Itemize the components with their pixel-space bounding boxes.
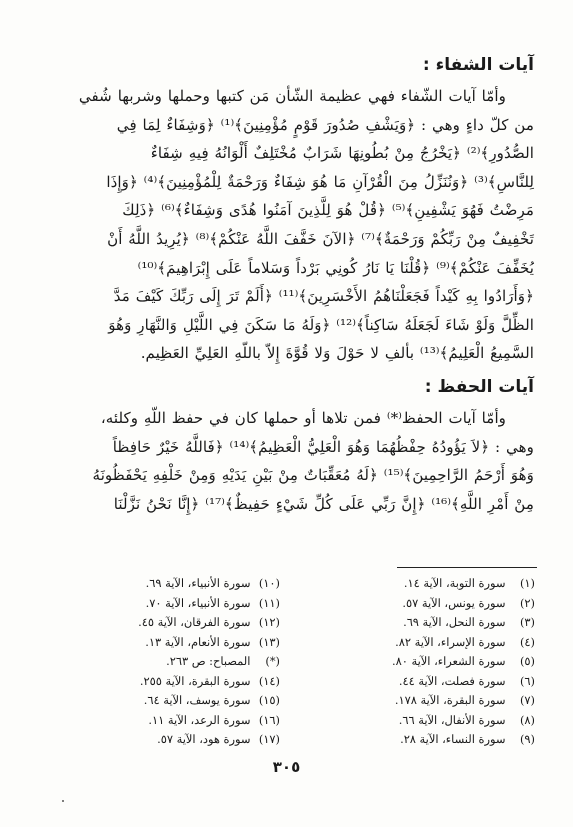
- footnote-number: (١٣): [258, 634, 280, 649]
- text-line: يُخَفِّفَ عَنْكُمْ﴾⁽⁹⁾ ﴿قُلْنَا يَا نَارُ كُونِي بَرْداً وَسَلاماً عَلَى إِبْرَاهِيمَ﴾⁽¹⁰⁾: [137, 258, 534, 277]
- text-line: الصُّدُورِ﴾⁽²⁾ ﴿يَخْرُجُ مِنْ بُطُونِهَا شَرَابٌ مُخْتَلِفٌ أَلْوَانُهُ فِيهِ شِفَاءٌ: [150, 144, 534, 163]
- footnote-item: [55, 652, 280, 672]
- footnote-item: [310, 594, 535, 614]
- text-line: الظِّلَّ وَلَوْ شَاءَ لَجَعَلَهُ سَاكِناً﴾⁽¹²⁾ ﴿وَلَهُ مَا سَكَنَ فِي اللَّيْلِ وَالنَّهَارِ وَهُوَ: [108, 315, 534, 334]
- footnote-text: سورة النحل، الآية ٦٩.: [403, 615, 506, 629]
- footnote-text: سورة هود، الآية ٥٧.: [157, 732, 251, 746]
- footnote-number: (٤): [519, 634, 535, 649]
- footnote-number: (٢): [519, 595, 535, 610]
- text-line: وأمّا آيات الشّفاء فهي عظيمة الشّأن مَن كتبها وحملها وشربها شُفي: [78, 87, 506, 105]
- footnote-number: (٨): [519, 712, 535, 727]
- text-line: لِلنَّاسِ﴾⁽³⁾ ﴿وَنُنَزِّلُ مِنَ الْقُرْآنِ مَا هُوَ شِفَاءٌ وَرَحْمَةٌ لِلْمُؤْمِنِينَ﴾⁽⁴⁾ ﴿وَإِذَا: [106, 172, 534, 191]
- text-line: من كلّ داءٍ وهي : ﴿وَيَشْفِ صُدُورَ قَوْمٍ مُؤْمِنِينَ﴾⁽¹⁾ ﴿وَشِفَاءٌ لِمَا فِي: [116, 115, 534, 134]
- footnote-item: [55, 691, 280, 711]
- footnote-text: سورة الرعد، الآية ١١.: [148, 712, 251, 727]
- footnote-number: (٣): [519, 615, 535, 629]
- footnote-number: (٦): [519, 673, 535, 688]
- footnotes: [55, 574, 535, 750]
- text-line: تَخْفِيفٌ مِنْ رَبِّكُمْ وَرَحْمَةٌ﴾⁽⁷⁾ ﴿الآنَ خَفَّفَ اللَّهُ عَنْكُمْ﴾⁽⁸⁾ ﴿يُرِيدُ اللَّهُ أَنْ: [107, 229, 534, 248]
- footnote-text: سورة يوسف، الآية ٦٤.: [143, 693, 251, 707]
- footnote-number: (١٢): [258, 615, 280, 629]
- footnote-number: (١): [519, 576, 535, 590]
- text-line: وَهُوَ أَرْحَمُ الرَّاحِمِينَ﴾⁽¹⁵⁾ ﴿لَهُ مُعَقِّبَاتٌ مِنْ بَيْنِ يَدَيْهِ وَمِنْ خَلْفِهِ يَحْفَظُونَهُ: [92, 466, 534, 485]
- text-line: مِنْ أَمْرِ اللَّهِ﴾⁽¹⁶⁾ ﴿إِنَّ رَبِّي عَلَى كُلِّ شَيْءٍ حَفِيظٌ﴾⁽¹⁷⁾ ﴿إِنَّا نَحْنُ نَزَّلْنَا: [113, 494, 534, 513]
- footnote-number: (*): [265, 654, 280, 668]
- footnote-text: سورة الأنبياء، الآية ٦٩.: [145, 576, 251, 590]
- footnote-text: سورة النساء، الآية ٢٨.: [400, 732, 506, 746]
- footnote-text: سورة التوبة، الآية ١٤.: [403, 576, 506, 590]
- footnote-number: (٩): [519, 732, 535, 746]
- text-line: السَّمِيعُ الْعَلِيمُ﴾⁽¹³⁾ بألفِ لا حَوْلَ وَلا قُوَّةَ إِلاّ باللّهِ العَلِيِّ العَظِيم.: [140, 344, 534, 363]
- footnote-item: [55, 613, 280, 633]
- footnote-divider: [397, 567, 537, 568]
- footnote-number: (١٤): [258, 673, 280, 688]
- footnote-number: (١٧): [258, 732, 280, 746]
- footnote-text: سورة الأنفال، الآية ٦٦.: [398, 712, 506, 727]
- footnote-item: [55, 711, 280, 731]
- footnote-item: [55, 672, 280, 692]
- footnote-text: سورة البقرة، الآية ١٧٨.: [394, 693, 506, 707]
- footnote-number: (١٦): [258, 712, 280, 727]
- footnote-item: [310, 652, 535, 672]
- section-body-hifz: [36, 404, 534, 518]
- page-content: [36, 52, 534, 518]
- section-heading-shifa: آيات الشفاء :: [422, 55, 534, 75]
- text-line: وأمّا آيات الحفظ⁽*⁾ فمن تلاها أو حملها كان في حفظ اللّهِ وكلئه،: [100, 408, 506, 427]
- footnote-text: سورة الأنبياء، الآية ٧٠.: [145, 595, 251, 610]
- footnote-text: المصباح: ص ٢٦٣.: [166, 654, 251, 668]
- section-body-shifa: [36, 82, 534, 368]
- footnotes-left-column: [55, 574, 280, 750]
- footnote-item: [310, 613, 535, 633]
- footnote-text: سورة البقرة، الآية ٢٥٥.: [139, 673, 251, 688]
- footnote-number: (٧): [519, 693, 535, 707]
- footnote-number: (١٥): [258, 693, 280, 707]
- footnotes-right-column: [310, 574, 535, 750]
- footnote-item: [310, 730, 535, 750]
- footnote-text: سورة يونس، الآية ٥٧.: [402, 595, 506, 610]
- footnote-text: سورة فصلت، الآية ٤٤.: [398, 673, 506, 688]
- footnote-item: [55, 730, 280, 750]
- footnote-item: [55, 574, 280, 594]
- footnote-item: [310, 711, 535, 731]
- footnote-number: (١١): [258, 595, 280, 610]
- footnote-text: سورة الفرقان، الآية ٤٥.: [138, 615, 251, 629]
- footnote-item: [310, 691, 535, 711]
- page-number: ٣٠٥: [272, 758, 301, 776]
- footnote-item: [55, 594, 280, 614]
- footnote-number: (٥): [519, 654, 535, 668]
- footnote-item: [310, 633, 535, 653]
- text-line: وهي : ﴿لاَ يَؤُودُهُ حِفْظُهُمَا وَهُوَ الْعَلِيُّ الْعَظِيمُ﴾⁽¹⁴⁾ ﴿فَاللَّهُ خَيْرٌ حَافِظاً: [112, 437, 534, 456]
- footnote-item: [310, 672, 535, 692]
- footnote-text: سورة الشعراء، الآية ٨٠.: [392, 654, 506, 668]
- section-heading-hifz: آيات الحفظ :: [424, 376, 534, 397]
- footnote-item: [310, 574, 535, 594]
- footnote-item: [55, 633, 280, 653]
- footnote-text: سورة الإسراء، الآية ٨٢.: [395, 634, 506, 649]
- text-line: ﴿وَأَرَادُوا بِهِ كَيْداً فَجَعَلْنَاهُمُ الأَخْسَرِينَ﴾⁽¹¹⁾ ﴿أَلَمْ تَرَ إِلَى رَبِّكَ كَيْفَ مَدَّ: [113, 287, 534, 306]
- page-speck: [62, 800, 64, 802]
- footnote-text: سورة الأنعام، الآية ١٣.: [145, 634, 251, 649]
- text-line: مَرِضْتُ فَهُوَ يَشْفِينِ﴾⁽⁵⁾ ﴿قُلْ هُوَ لِلَّذِينَ آمَنُوا هُدًى وَشِفَاءٌ﴾⁽⁶⁾ ﴿ذَلِكَ: [122, 201, 534, 220]
- footnote-number: (١٠): [258, 576, 280, 590]
